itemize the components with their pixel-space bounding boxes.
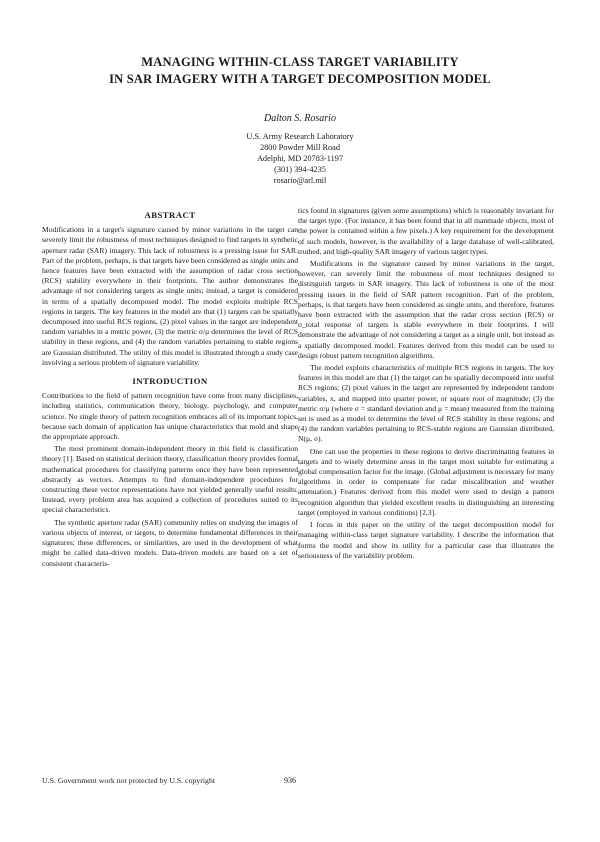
affiliation-phone: (301) 394-4235 (274, 165, 326, 174)
affiliation-street: 2800 Powder Mill Road (260, 143, 340, 152)
intro-paragraph: Contributions to the field of pattern recognition have come from many disciplines, including statistics, communication theory, biology, psychology, and computer science. No single theory of pattern recognition embraces all of its important topics, because each domain of application has unique characteristics that mold and shape the appropriate approach. (42, 391, 298, 442)
body-paragraph: One can use the properties in these regions to derive discriminating features in targets and to wisely determine areas in the target most suitable for estimating a global compensation factor for the image. (Global adjustment is necessary for many algorithms in order to compensate for radar miscalibration and weather attenuation.) Features derived from this model were used to design a pattern recognition algorithm that yielded excellent results in distinguishing an interesting target (employed in various conditions) [2,3]. (298, 446, 554, 517)
right-column (298, 206, 554, 561)
left-column (42, 210, 298, 569)
body-paragraph: Modifications in the signature caused by minor variations in the target, however, can severely limit the robustness of most techniques designed to distinguish targets in SAR imagery. This lack of robustness is one of the most pressing issues in the field of SAR pattern recognition. Part of the problem, perhaps, is that targets have been considered as single units, and therefore, features have been extracted with the assumption that the radar cross section (RCS) or σ_total response of targets is stable everywhere in their footprints. I will demonstrate the advantage of not considering a target as a single unit, but instead as a spatially decomposed model. Features derived from this model can be used to design robust pattern recognition algorithms. (298, 259, 554, 360)
body-paragraph: The model exploits characteristics of multiple RCS regions in targets. The key features in this model are that (1) the target can be spatially decomposed into useful RCS regions; (2) pixel values in the target are represented by independent random variables, x, and mapped into quarter power, or square root of magnitude; (3) the metric σ/μ (where σ = standard deviation and μ = mean) measured from the training set is used as a model to determine the level of RCS stability in these regions; and (4) the random variables pertaining to RCS-stable regions are Gaussian distributed, N(μ, σ). (298, 363, 554, 444)
paper-title (60, 54, 540, 88)
body-paragraph: I focus in this paper on the utility of the target decomposition model for managing within-class target signature variability. I describe the information that forms the model and show its utility for a particular case that illustrates the seriousness of the variability problem. (298, 520, 554, 560)
intro-paragraph: The synthetic aperture radar (SAR) community relies on studying the images of various objects of interest, or targets, to determine fundamental differences in their signatures; these differences, or similarities, are used in the development of what might be called data-driven models. Data-driven models are based on a set of consistent characteris- (42, 517, 298, 568)
body-paragraph: tics found in signatures (given some assumptions) which is reasonably invariant for the target type. (For instance, it has been found that in all manmade objects, most of the power is contained within a few pixels.) A key requirement for the development of such models, however, is the availability of a large database of well-calibrated, truthed, and high-quality SAR imagery of various target types. (298, 206, 554, 256)
copyright-notice: U.S. Government work not protected by U.S. copyright (42, 776, 216, 785)
affiliation-city: Adelphi, MD 20783-1197 (256, 154, 344, 163)
abstract-text: Modifications in a target's signature caused by minor variations in the target can severely limit the robustness of most techniques designed to find targets in synthetic aperture radar (SAR) imagery. This lack of robustness is a pressing issue for SAR. Part of the problem, perhaps, is that targets have been considered as single units and hence features have been extracted with the assumption of radar cross section (RCS) stability everywhere in their footprints. The author demonstrates the advantage of not considering targets as single units; instead, a target is considered in terms of a spatially decomposed model. The model exploits multiple RCS regions in targets. The key features in the model are that (1) targets can be spatially decomposed into useful RCS regions, (2) pixel values in the target are independent random variables in a metric power, (3) the metric σ/μ determines the level of RCS stability in these regions, and (4) the random variables pertaining to stable regions are Gaussian distributed. The utility of this model is illustrated through a study case involving a serious problem of signature variability. (42, 225, 298, 367)
page-number: 936 (284, 776, 296, 785)
author-affiliation (0, 131, 600, 186)
abstract-heading: ABSTRACT (144, 210, 196, 220)
author-name: Dalton S. Rosario (264, 113, 336, 124)
title-line-2: IN SAR IMAGERY WITH A TARGET DECOMPOSITION MODEL (109, 72, 491, 86)
title-line-1: MANAGING WITHIN-CLASS TARGET VARIABILITY (141, 55, 459, 69)
affiliation-email: rosario@arl.mil (273, 176, 327, 185)
introduction-heading: INTRODUCTION (132, 376, 208, 387)
intro-paragraph: The most prominent domain-independent theory in this field is classification theory [1]. Based on statistical decision theory, classification theory provides formal mathematical procedures for classifying patterns once they have been represented abstractly as vectors. Attempts to find domain-independent procedures for constructing these vector representations have not yielded generally useful results. Instead, every problem area has acquired a collection of procedures suited to its special characteristics. (42, 444, 298, 515)
affiliation-org: U.S. Army Research Laboratory (246, 132, 354, 141)
